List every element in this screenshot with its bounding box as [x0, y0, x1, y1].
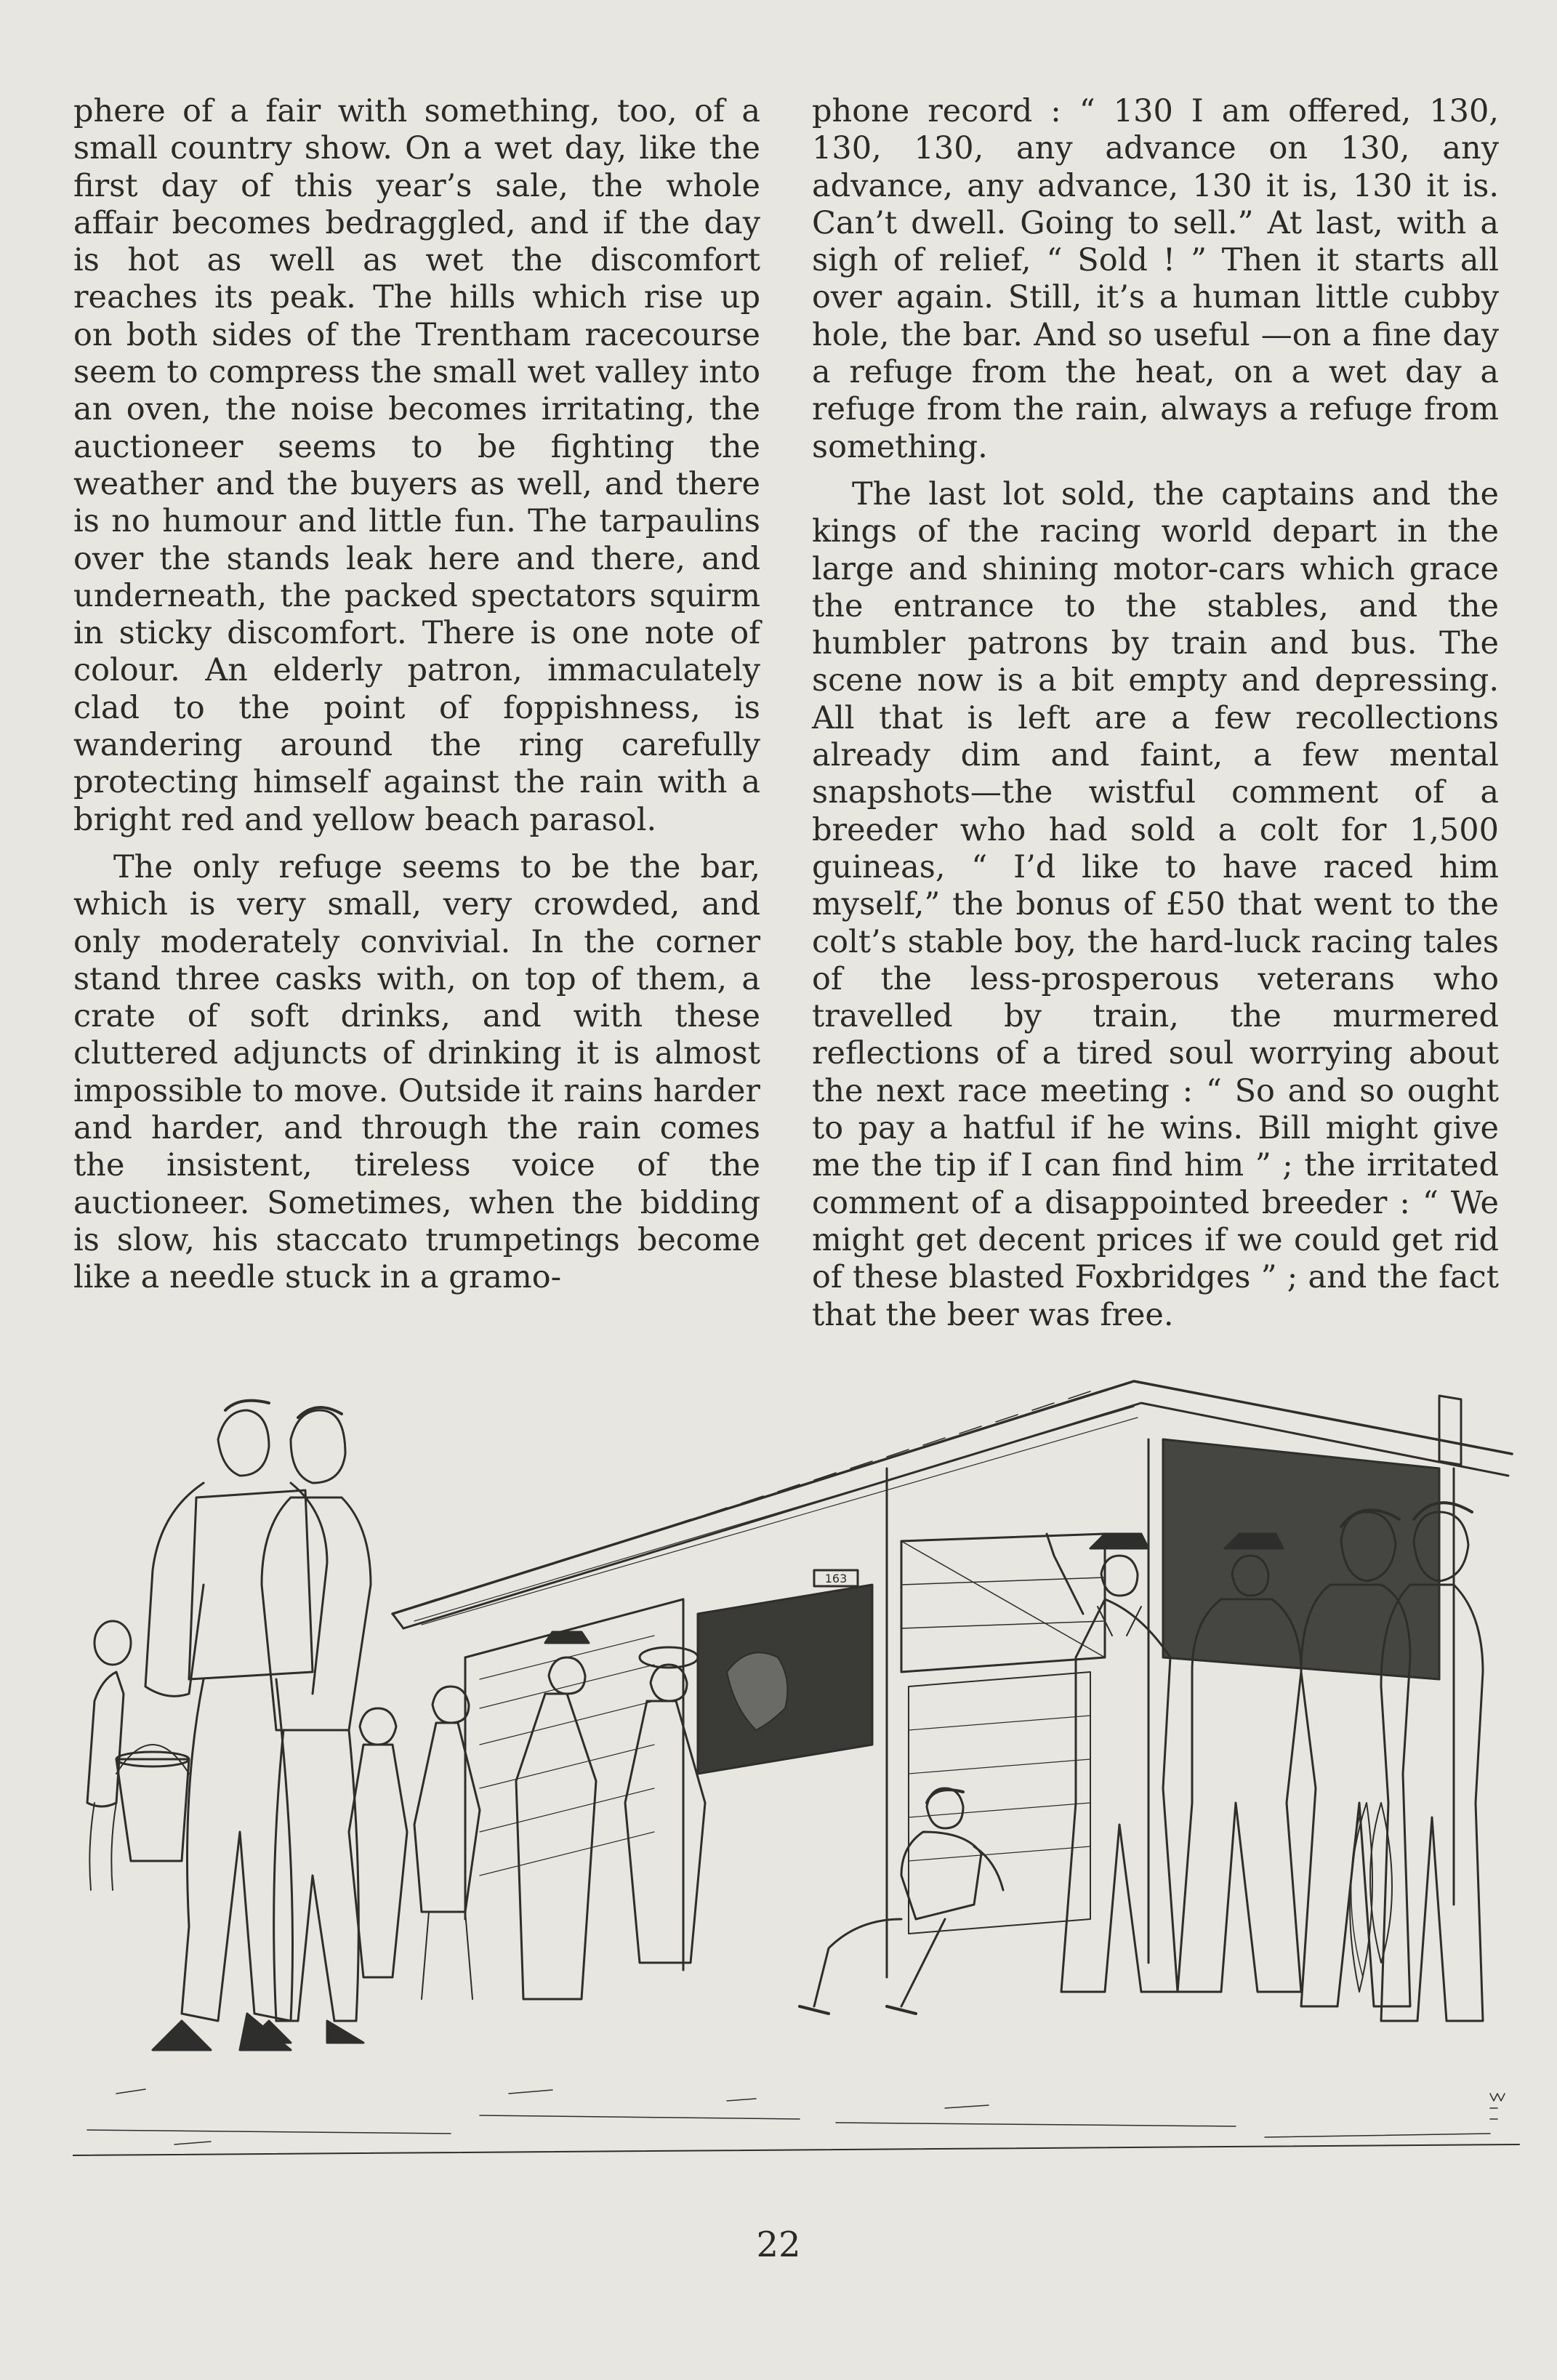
artist-signature	[1490, 2094, 1505, 2119]
man-at-door	[1047, 1534, 1178, 1992]
stall-sign-number: 163	[824, 1572, 848, 1585]
crowd-middle	[349, 1632, 705, 1999]
left-text-column	[73, 93, 760, 1297]
right-paragraph-2: The last lot sold, the captains and the kings of the racing world depart in the large and shining motor-cars which grace the entrance to the stables, and the humbler patrons by train and bus. The scene now is a bit empty and depressing. All that is left are a few recollections already dim and faint, a few mental snapshots—the wistful comment of a breeder who had sold a colt for 1,500 guineas, “ I’d like to have raced him myself,” the bonus of £50 that went to the colt’s stable boy, the hard-luck racing tales of the less-prosperous veterans who travelled by train, the murmered reflections of a tired soul worrying about the next race meeting : “ So and so ought to pay a hatful if he wins. Bill might give me the tip if I can find him ” ; the irritated comment of a disappointed breeder : “ We might get decent prices if we could get rid of these blasted Foxbridges ” ; and the fact that the beer was free.	[812, 475, 1499, 1333]
stall-sign	[814, 1570, 858, 1586]
ground	[73, 2089, 1519, 2155]
seated-stable-boy	[800, 1788, 1003, 2014]
right-paragraph-1: phone record : “ 130 I am offered, 130, 130, 130, any advance on 130, any advance, any advance, 130 it is, 130 it is. Can’t dwell. Going to sell.” At last, with a sigh of relief, “ Sold ! ” Then it starts all over again. Still, it’s a human little cubby hole, the bar. And so useful —on a fine day a refuge from the heat, on a wet day a refuge from the rain, always a refuge from something.	[812, 93, 1499, 465]
bucket	[116, 1745, 189, 1861]
right-text-column	[812, 93, 1499, 1334]
page-number: 22	[756, 2224, 801, 2265]
stable-yard-illustration	[73, 1367, 1523, 2181]
left-paragraph-2: The only refuge seems to be the bar, which is very small, very crowded, and only moderately convivial. In the corner stand three casks with, on top of them, a crate of soft drinks, and with these cluttered adjuncts of drinking it is almost impossible to move. Outside it rains harder and harder, and through the rain comes the insistent, tireless voice of the auctioneer. Sometimes, when the bidding is slow, his staccato trumpetings become like a needle stuck in a gramo-	[73, 848, 760, 1296]
post-sign	[1439, 1396, 1461, 1465]
half-door	[901, 1534, 1105, 1934]
stable-doorways	[698, 1439, 1439, 1774]
left-paragraph-1: phere of a fair with something, too, of a small country show. On a wet day, like the first day of this year’s sale, the whole affair becomes bedraggled, and if the day is hot as well as wet the discomfort reaches its peak. The hills which rise up on both sides of the Trentham racecourse seem to compress the small wet valley into an oven, the noise becomes irritating, the auctioneer seems to be fighting the weather and the buyers as well, and there is no humour and little fun. The tarpaulins over the stands leak here and there, and underneath, the packed spectators squirm in sticky discomfort. There is one note of colour. An elderly patron, immaculately clad to the point of foppishness, is wandering around the ring carefully protecting himself against the rain with a bright red and yellow beach parasol.	[73, 93, 760, 838]
